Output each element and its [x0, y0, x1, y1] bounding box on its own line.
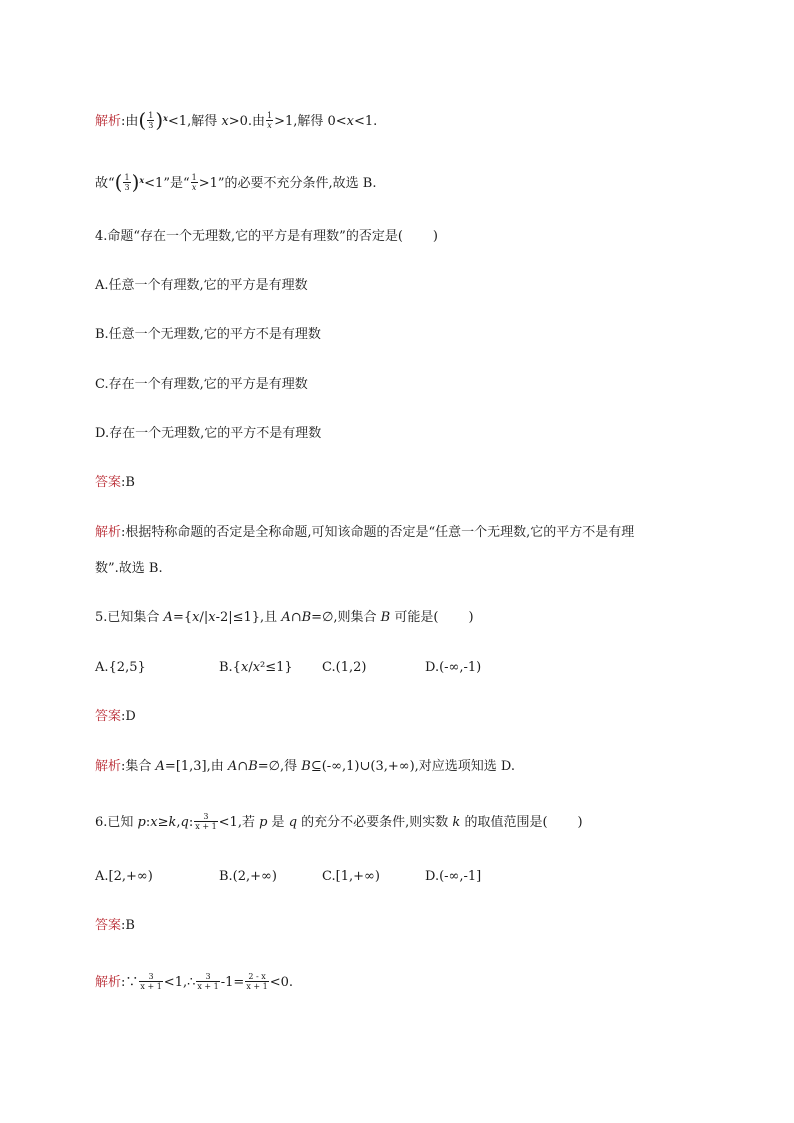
- question-4-stem: 4.命题“存在一个无理数,它的平方是有理数”的否定是( ): [95, 229, 438, 244]
- conclusion-line: 故“( $\frac{1}{3}$ )$^x$<1”是“ $\frac{1}{x}$ >1”的必要不充分条件,故选 B.: [95, 169, 377, 194]
- question-4-analysis-2: 数”.故选 B.: [95, 561, 163, 576]
- question-5-answer: 答案:D: [95, 709, 136, 724]
- question-5-option-b: B.{x/x²≤1}: [219, 660, 293, 675]
- question-4-option-c: C.存在一个有理数,它的平方是有理数: [95, 377, 308, 392]
- question-5-option-c: C.(1,2): [322, 660, 367, 675]
- fraction-one-third: $\frac{1}{3}$: [148, 111, 154, 130]
- question-4-option-a: A.任意一个有理数,它的平方是有理数: [95, 278, 308, 293]
- analysis-label: 解析: [95, 114, 122, 129]
- question-5-analysis: 解析:集合 A=[1,3],由 A∩B=∅,得 B⊆(-∞,1)∪(3,+∞),对应选项知选 D.: [95, 759, 515, 774]
- question-6-option-b: B.(2,+∞): [219, 869, 277, 884]
- fraction-3-over-x-plus-1: $\frac{3}{x + 1}$: [140, 972, 162, 991]
- fraction-2-minus-x-over-x-plus-1: $\frac{2 - x}{x + 1}$: [246, 972, 268, 991]
- analysis-line-1: 解析:由( $\frac{1}{3}$ )$^x$<1,解得 x>0.由 $\frac{1}{x}$ >1,解得 0<x<1.: [95, 107, 378, 132]
- question-6-option-d: D.(-∞,-1]: [425, 869, 482, 884]
- fraction-one-over-x: $\frac{1}{x}$: [191, 173, 197, 192]
- question-5-stem: 5.已知集合 A={x/|x-2|≤1},且 A∩B=∅,则集合 B 可能是( ): [95, 610, 474, 625]
- question-6-stem: 6.已知 p:x≥k,q: $\frac{3}{x + 1}$ <1,若 p 是 q 的充分不必要条件,则实数 k 的取值范围是( ): [95, 812, 583, 831]
- question-6-option-a: A.[2,+∞): [95, 869, 153, 884]
- question-6-analysis: 解析:∵ $\frac{3}{x + 1}$ <1,∴ $\frac{3}{x + 1}$ -1= $\frac{2 - x}{x + 1}$ <0.: [95, 972, 294, 991]
- question-5-option-a: A.{2,5}: [95, 660, 146, 675]
- question-5-option-d: D.(-∞,-1): [425, 660, 482, 675]
- question-4-analysis-1: 解析:根据特称命题的否定是全称命题,可知该命题的否定是“任意一个无理数,它的平方不是有理: [95, 525, 635, 540]
- question-4-option-b: B.任意一个无理数,它的平方不是有理数: [95, 327, 321, 342]
- question-6-answer: 答案:B: [95, 918, 135, 933]
- question-4-answer: 答案:B: [95, 475, 135, 490]
- fraction-3-over-x-plus-1: $\frac{3}{x + 1}$: [197, 972, 219, 991]
- question-6-option-c: C.[1,+∞): [322, 869, 380, 884]
- fraction-one-third: $\frac{1}{3}$: [124, 173, 130, 192]
- question-4-option-d: D.存在一个无理数,它的平方不是有理数: [95, 426, 322, 441]
- fraction-one-over-x: $\frac{1}{x}$: [266, 111, 273, 130]
- fraction-3-over-x-plus-1: $\frac{3}{x + 1}$: [195, 812, 217, 831]
